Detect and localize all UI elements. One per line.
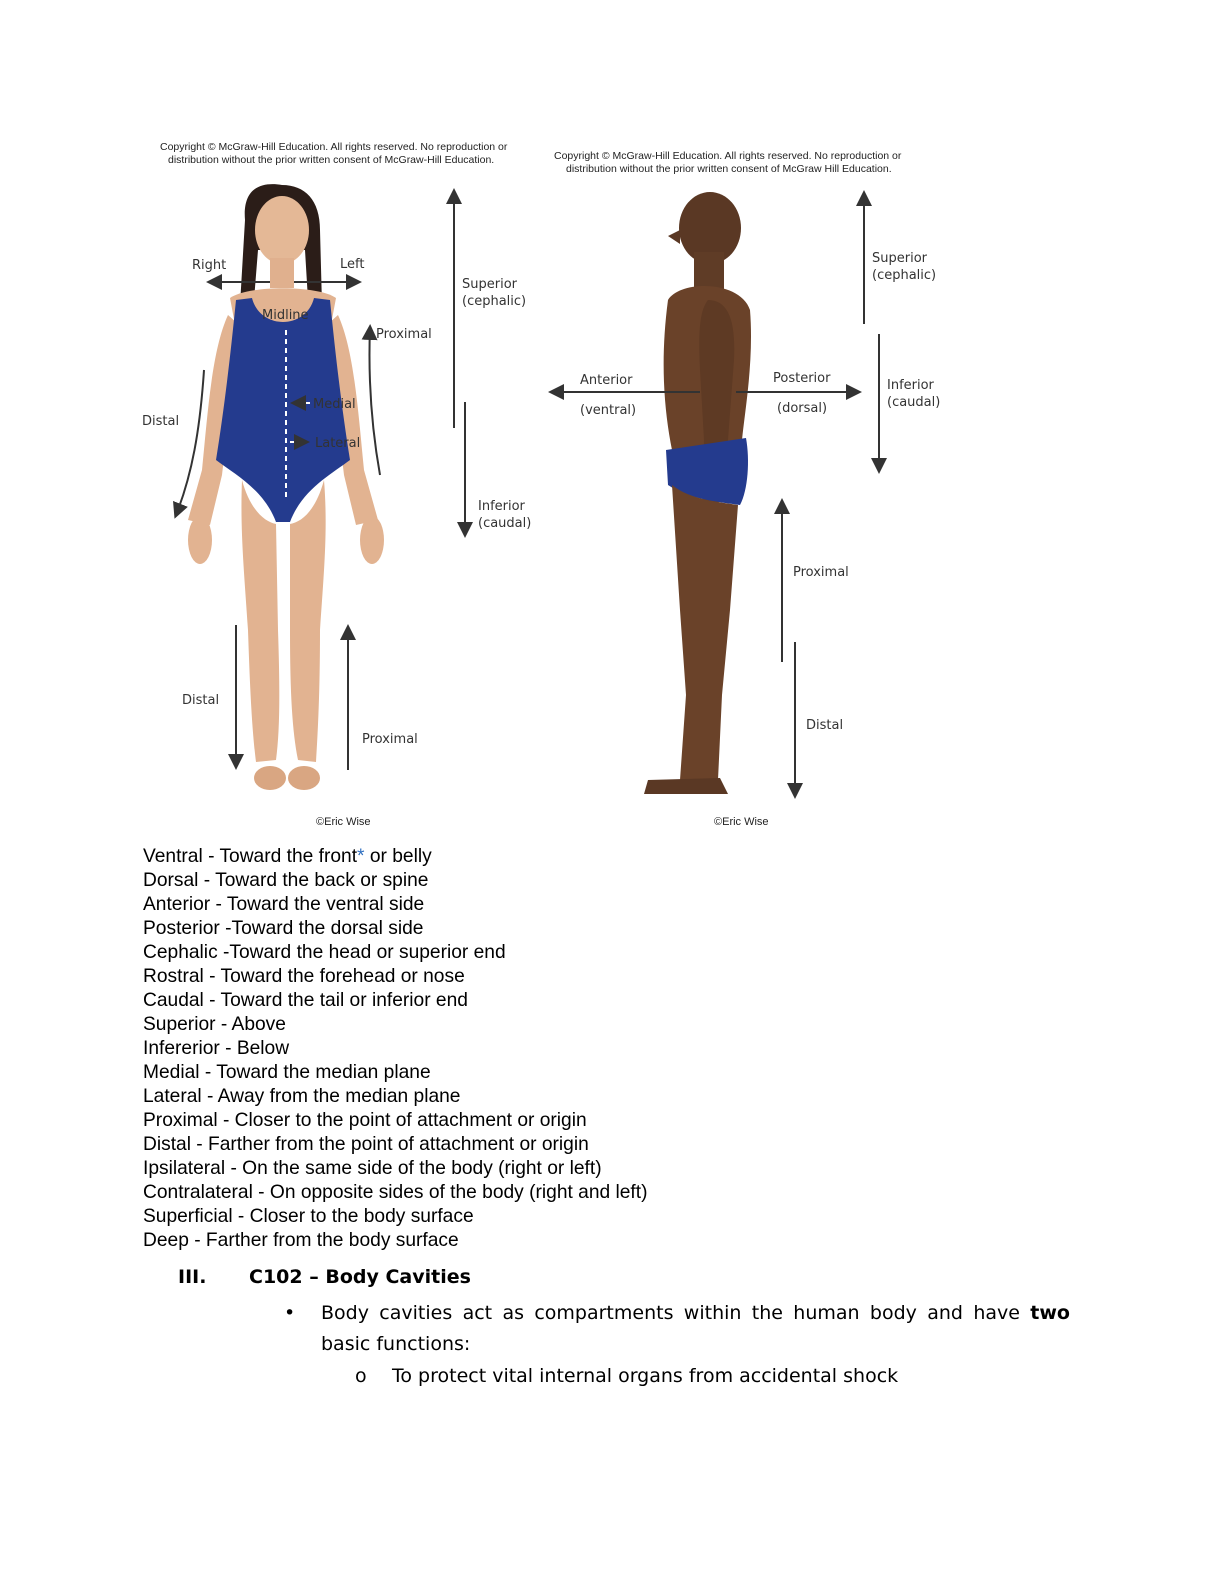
label-midline: Midline	[262, 308, 309, 323]
section-title: C102 – Body Cavities	[249, 1266, 471, 1288]
sub-bullet-icon: o	[355, 1365, 367, 1387]
bullet-text	[321, 1298, 1070, 1360]
credit: ©Eric Wise	[714, 816, 769, 828]
label-proximal-arm: Proximal	[376, 327, 432, 342]
label-proximal-leg: Proximal	[362, 732, 418, 747]
directional-terms-list	[143, 845, 647, 1253]
term-text: or belly	[364, 846, 432, 867]
sub-bullet-text: To protect vital internal organs from accidental shock	[392, 1365, 899, 1387]
label-superior: Superior	[462, 277, 517, 292]
credit: ©Eric Wise	[316, 816, 371, 828]
term-item: Deep - Farther from the body surface	[143, 1230, 459, 1251]
bullet-text-part: basic functions:	[321, 1333, 471, 1355]
term-item: Dorsal - Toward the back or spine	[143, 870, 429, 891]
label-distal: Distal	[806, 718, 844, 733]
term-item: Ipsilateral - On the same side of the body (right or left)	[143, 1158, 602, 1179]
label-anterior: Anterior	[580, 373, 633, 388]
copyright-line-2: distribution without the prior written consent of McGraw-Hill Education.	[168, 154, 495, 166]
arrow-proximal-arm	[369, 328, 380, 475]
label-proximal: Proximal	[793, 565, 849, 580]
bullet-icon: •	[284, 1302, 296, 1324]
label-right: Right	[192, 258, 227, 273]
anatomical-figure-side	[540, 140, 960, 830]
term-item: Posterior -Toward the dorsal side	[143, 918, 424, 939]
section-heading	[178, 1266, 471, 1288]
label-inferior: Inferior	[478, 499, 525, 514]
term-item: Infererior - Below	[143, 1038, 290, 1059]
label-inferior-paren: (caudal)	[887, 395, 941, 410]
label-left: Left	[340, 257, 365, 272]
asterisk-mark: *	[357, 846, 365, 867]
anatomical-figure-front	[130, 130, 550, 830]
label-inferior-paren: (caudal)	[478, 516, 532, 531]
label-medial: Medial	[313, 397, 356, 412]
copyright-line-1: Copyright © McGraw-Hill Education. All rights reserved. No reproduction or	[554, 150, 902, 162]
term-text: Ventral - Toward the front	[143, 846, 358, 867]
bullet-item	[284, 1298, 1070, 1360]
label-distal-leg: Distal	[182, 693, 220, 708]
term-item: Medial - Toward the median plane	[143, 1062, 431, 1083]
bullet-text-part: Body cavities act as compartments within the human body and have	[321, 1302, 1031, 1324]
label-superior-paren: (cephalic)	[462, 294, 527, 309]
label-superior-paren: (cephalic)	[872, 268, 937, 283]
term-item: Proximal - Closer to the point of attachment or origin	[143, 1110, 587, 1131]
label-posterior-paren: (dorsal)	[777, 401, 828, 416]
term-item: Distal - Farther from the point of attachment or origin	[143, 1134, 589, 1155]
term-item	[143, 845, 647, 869]
label-distal-arm: Distal	[142, 414, 180, 429]
label-superior: Superior	[872, 251, 927, 266]
label-lateral: Lateral	[315, 436, 361, 451]
term-item: Rostral - Toward the forehead or nose	[143, 966, 465, 987]
term-item: Cephalic -Toward the head or superior end	[143, 942, 506, 963]
copyright-line-2: distribution without the prior written consent of McGraw Hill Education.	[566, 163, 892, 175]
label-anterior-paren: (ventral)	[580, 403, 637, 418]
term-item: Lateral - Away from the median plane	[143, 1086, 461, 1107]
man-figure-illustration	[644, 192, 751, 794]
bullet-bold-word: two	[1030, 1302, 1070, 1324]
sub-bullet-item	[355, 1361, 898, 1392]
term-item: Contralateral - On opposite sides of the body (right and left)	[143, 1182, 648, 1203]
label-posterior: Posterior	[773, 371, 831, 386]
term-item: Superior - Above	[143, 1014, 286, 1035]
term-item: Anterior - Toward the ventral side	[143, 894, 425, 915]
label-inferior: Inferior	[887, 378, 934, 393]
term-item: Superficial - Closer to the body surface	[143, 1206, 474, 1227]
copyright-line-1: Copyright © McGraw-Hill Education. All rights reserved. No reproduction or	[160, 141, 508, 153]
section-numeral: III.	[178, 1266, 207, 1288]
term-item: Caudal - Toward the tail or inferior end	[143, 990, 468, 1011]
